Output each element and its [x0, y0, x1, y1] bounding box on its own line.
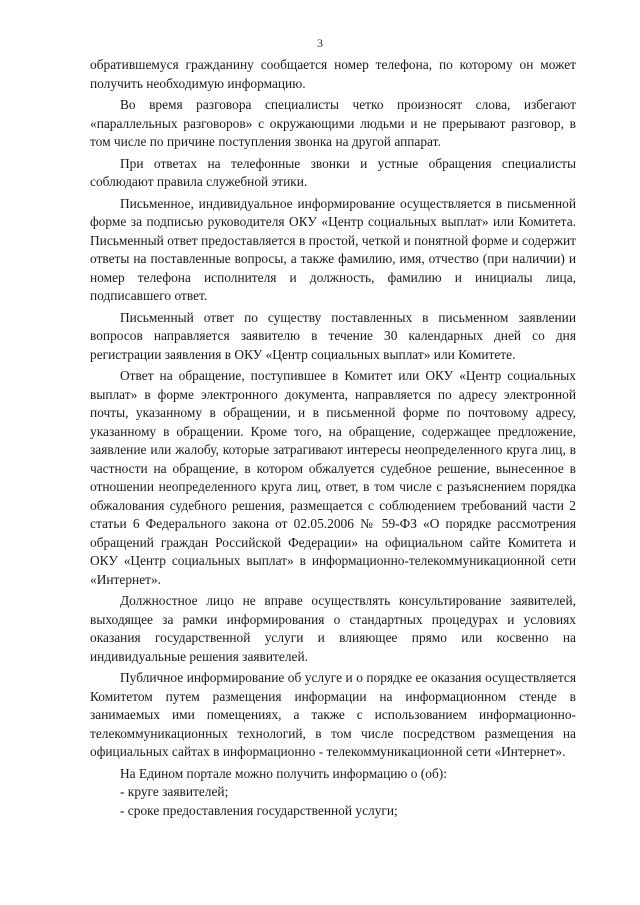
- paragraph-public-informing: Публичное информирование об услуге и о порядке ее оказания осуществляется Комитетом путем размещения информации на информационном стенде в занимаемых ими помещениях, а также с использованием информационно-телекоммуникационных технологий, в том числе посредством размещения на официальных сайтах в информационно - телекоммуникационной сети «Интернет».: [90, 670, 576, 759]
- paragraph-conversation-rules: Во время разговора специалисты четко произносят слова, избегают «параллельных разговоров» с окружающими людьми и не прерывают разговор, в том числе по причине поступления звонка на другой аппарат.: [90, 97, 576, 149]
- paragraph-response-deadline: Письменный ответ по существу поставленных в письменном заявлении вопросов направляется заявителю в течение 30 календарных дней со дня регистрации заявления в ОКУ «Центр социальных выплат» или Комитете.: [90, 309, 576, 362]
- document-body: [90, 56, 576, 820]
- paragraph-consulting-limits: Должностное лицо не вправе осуществлять консультирование заявителей, выходящее за рамки информирования о стандартных процедурах и условиях оказания государственной услуги и влияющее прямо или косвенно на индивидуальные решения заявителей.: [90, 593, 576, 664]
- page-number: 3: [317, 36, 323, 50]
- list-intro: На Едином портале можно получить информацию о (об):: [120, 765, 447, 781]
- info-list: [90, 783, 576, 820]
- list-item: - круге заявителей;: [120, 784, 229, 799]
- paragraph-continuation: обратившемуся гражданину сообщается номер телефона, по которому он может получить необходимую информацию.: [90, 57, 576, 91]
- paragraph-written-informing: Письменное, индивидуальное информирование осуществляется в письменной форме за подписью руководителя ОКУ «Центр социальных выплат» или Комитета. Письменный ответ предоставляется в простой, четкой и понятной форме и содержит ответы на поставленные вопросы, а также фамилию, имя, отчество (при наличии) и номер телефона исполнителя и должность, фамилию и инициалы лица, подписавшего ответ.: [90, 195, 576, 303]
- paragraph-service-ethics: При ответах на телефонные звонки и устные обращения специалисты соблюдают правила служебной этики.: [90, 155, 576, 189]
- list-item: - сроке предоставления государственной услуги;: [120, 802, 398, 818]
- paragraph-electronic-response: Ответ на обращение, поступившее в Комитет или ОКУ «Центр социальных выплат» в форме электронного документа, направляется по адресу электронной почты, указанному в обращении, и в письменной форме по почтовому адресу, указанному в обращении. Кроме того, на обращение, содержащее предложение, заявление или жалобу, которые затрагивают интересы неопределенного круга лиц, в частности на обращение, в котором обжалуется судебное решение, вынесенное в отношении неопределенного круга лиц, ответ, в том числе с разъяснением порядка обжалования судебного решения, размещается с соблюдением требований части 2 статьи 6 Федерального закона от 02.05.2006 № 59-ФЗ «О порядке рассмотрения обращений граждан Российской Федерации» на официальном сайте Комитета и ОКУ «Центр социальных выплат» в информационно-телекоммуникационной сети «Интернет».: [90, 368, 576, 587]
